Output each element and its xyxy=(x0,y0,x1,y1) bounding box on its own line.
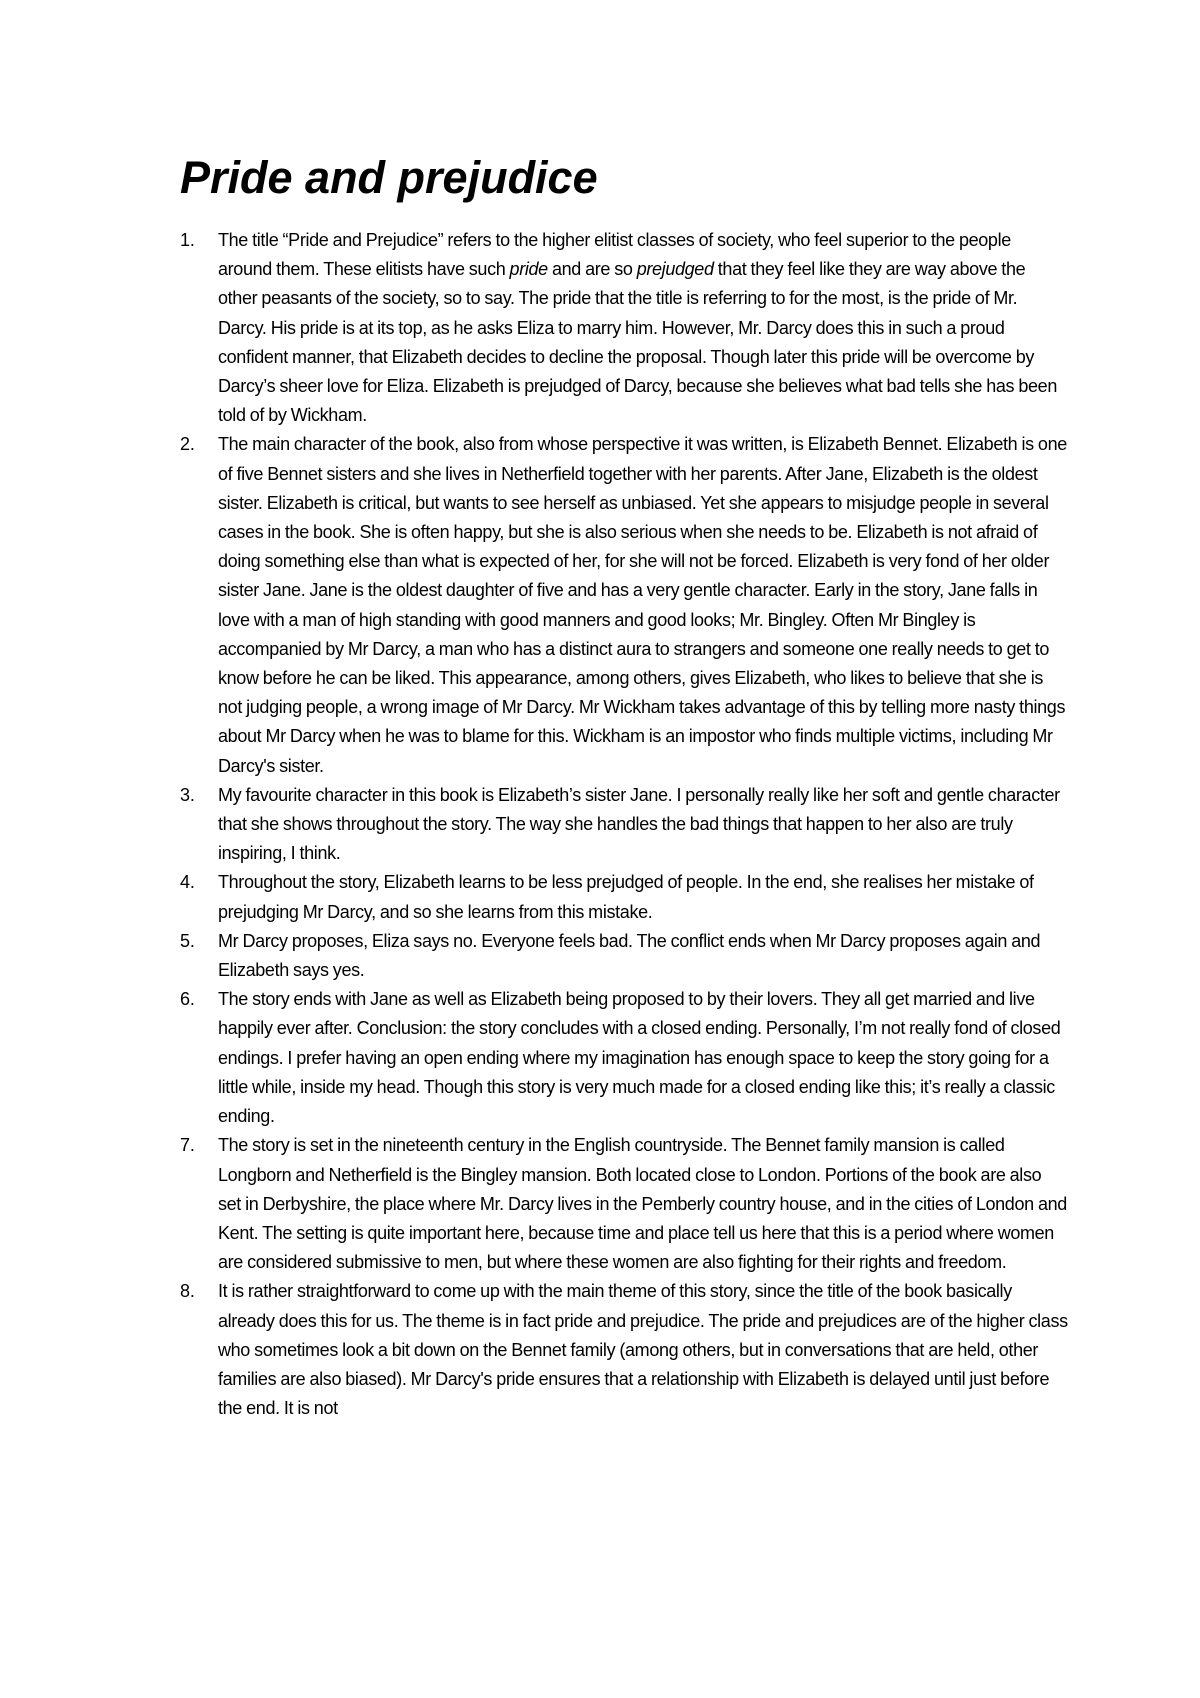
text-segment: My favourite character in this book is Elizabeth’s sister Jane. I personally really like her soft and gentle character that she shows throughout the story. The way she handles the bad things that happen to her also are truly inspiring, I think. xyxy=(218,784,1060,864)
list-item xyxy=(180,927,1068,985)
list-item-number: 6. xyxy=(180,989,195,1010)
list-item xyxy=(180,1131,1068,1277)
text-segment: The story ends with Jane as well as Elizabeth being proposed to by their lovers. They all get married and live happily ever after. Conclusion: the story concludes with a closed ending. Personally, I’m not really fond of closed endings. I prefer having an open ending where my imagination has enough space to keep the story going for a little while, inside my head. Though this story is very much made for a closed ending like this; it’s really a classic ending. xyxy=(218,989,1061,1127)
list-item-text xyxy=(218,868,1068,926)
text-segment: Mr Darcy proposes, Eliza says no. Everyone feels bad. The conflict ends when Mr Darcy proposes again and Elizabeth says yes. xyxy=(218,930,1041,981)
list-item xyxy=(180,430,1068,780)
list-item-text xyxy=(218,985,1068,1131)
list-item-number: 1. xyxy=(180,230,195,250)
list-item-text xyxy=(218,781,1068,869)
text-segment: The title “Pride and Prejudice” refers to the higher elitist classes of society, who feel superior to the people around them. These elitists have such xyxy=(218,230,1011,280)
list-item-number: 4. xyxy=(180,872,195,893)
text-segment: It is rather straightforward to come up with the main theme of this story, since the title of the book basically already does this for us. The theme is in fact pride and prejudice. The pride and prejudices are of the higher class who sometimes look a bit down on the Bennet family (among others, but in conversations that are held, other families are also biased). Mr Darcy's pride ensures that a relationship with Elizabeth is delayed until just before the end. It is not xyxy=(218,1281,1068,1419)
list-item xyxy=(180,781,1068,869)
list-item-text xyxy=(218,1131,1068,1277)
text-segment: The main character of the book, also from whose perspective it was written, is Elizabeth Bennet. Elizabeth is one of five Bennet sisters and she lives in Netherfield together with her parents. After Jane, Elizabeth is the oldest sister. Elizabeth is critical, but wants to see herself as unbiased. Yet she appears to misjudge people in several cases in the book. She is often happy, but she is also serious when she needs to be. Elizabeth is not afraid of doing something else than what is expected of her, for she will not be forced. Elizabeth is very fond of her older sister Jane. Jane is the oldest daughter of five and has a very gentle character. Early in the story, Jane falls in love with a man of high standing with good manners and good looks; Mr. Bingley. Often Mr Bingley is accompanied by Mr Darcy, a man who has a distinct aura to strangers and someone one really needs to get to know before he can be liked. This appearance, among others, gives Elizabeth, who likes to believe that she is not judging people, a wrong image of Mr Darcy. Mr Wickham takes advantage of this by telling more nasty things about Mr Darcy when he was to blame for this. Wickham is an impostor who finds multiple victims, including Mr Darcy's sister. xyxy=(218,434,1067,776)
list-item-number: 5. xyxy=(180,930,195,951)
list-item-number: 2. xyxy=(180,434,195,455)
list-item-text xyxy=(218,226,1068,430)
text-segment: Throughout the story, Elizabeth learns to be less prejudged of people. In the end, she realises her mistake of prejudging Mr Darcy, and so she learns from this mistake. xyxy=(218,872,1034,922)
list-item xyxy=(180,868,1068,926)
text-segment: and are so xyxy=(547,259,637,280)
list-item-text xyxy=(218,430,1068,780)
list-item-number: 7. xyxy=(180,1135,195,1156)
list-item-text xyxy=(218,1277,1068,1423)
text-segment: that they feel like they are way above the other peasants of the society, so to say. The pride that the title is referring to for the most, is the pride of Mr. Darcy. His pride is at its top, as he asks Eliza to marry him. However, Mr. Darcy does this in such a proud confident manner, that Elizabeth decides to decline the proposal. Though later this pride will be overcome by Darcy’s sheer love for Eliza. Elizabeth is prejudged of Darcy, because she believes what bad tells she has been told of by Wickham. xyxy=(218,259,1057,426)
page-title: Pride and prejudice xyxy=(180,152,598,203)
list-item xyxy=(180,985,1068,1131)
emphasized-word: pride xyxy=(509,259,548,280)
text-segment: The story is set in the nineteenth century in the English countryside. The Bennet family mansion is called Longborn and Netherfield is the Bingley mansion. Both located close to London. Portions of the book are also set in Derbyshire, the place where Mr. Darcy lives in the Pemberly country house, and in the cities of London and Kent. The setting is quite important here, because time and place tell us here that this is a period where women are considered submissive to men, but where these women are also fighting for their rights and freedom. xyxy=(218,1135,1067,1273)
answer-list xyxy=(180,226,1068,1423)
list-item xyxy=(180,226,1068,430)
list-item xyxy=(180,1277,1068,1423)
list-item-number: 3. xyxy=(180,784,195,805)
emphasized-word: prejudged xyxy=(636,259,714,280)
list-item-number: 8. xyxy=(180,1281,195,1302)
list-item-text xyxy=(218,927,1068,985)
